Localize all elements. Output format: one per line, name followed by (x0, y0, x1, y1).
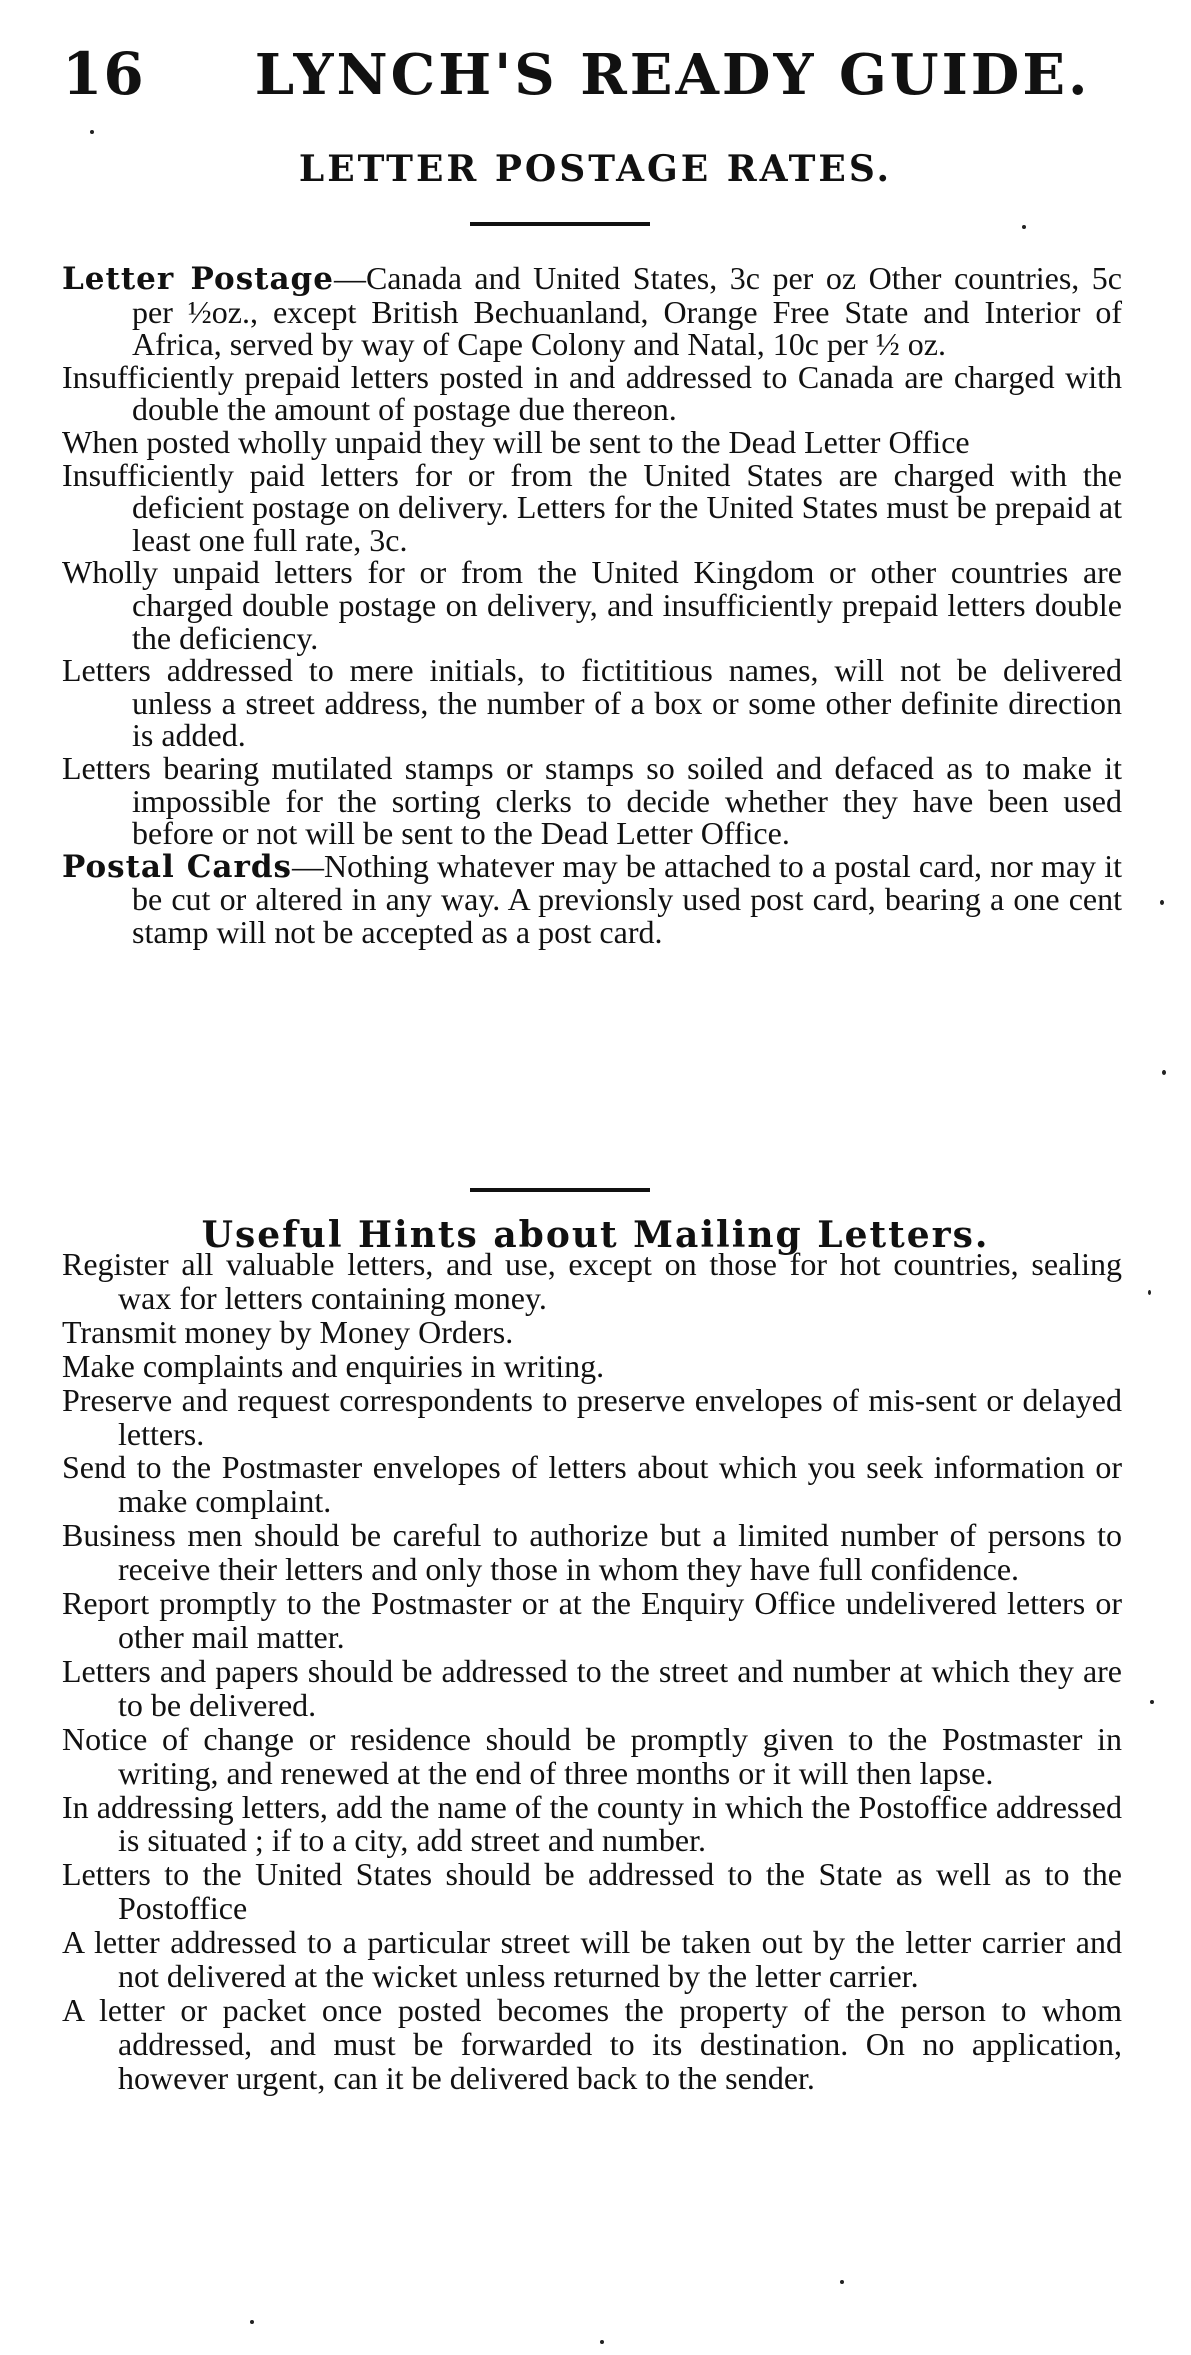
section-title-useful-hints: Useful Hints about Mailing Letters. (201, 1214, 990, 1256)
paragraph (62, 654, 1122, 752)
hint-paragraph: Send to the Postmaster envelopes of letters about which you seek information or make complaint. (62, 1449, 1122, 1520)
paragraph-text: Letters addressed to mere initials, to fictititious names, will not be delivered unless a street address, the number of a box or some other definite direction is added. (62, 652, 1122, 754)
paragraph-text: Wholly unpaid letters for or from the United Kingdom or other countries are charged double postage on delivery, and insufficiently prepaid letters double the deficiency. (62, 554, 1122, 656)
paragraph-lead: Postal Cards (62, 848, 292, 885)
scan-speck (1022, 225, 1026, 229)
hint-paragraph: In addressing letters, add the name of the county in which the Postoffice addressed is situated ; if to a city, add street and number. (62, 1788, 1122, 1859)
scan-speck (90, 130, 94, 134)
scan-speck (600, 2340, 604, 2344)
hint-paragraph: A letter addressed to a particular street will be taken out by the letter carrier and not delivered at the wicket unless returned by the letter carrier. (62, 1924, 1122, 1995)
paragraph (62, 556, 1122, 654)
section-title-letter-postage-rates: LETTER POSTAGE RATES. (298, 148, 893, 190)
scan-speck (840, 2280, 844, 2284)
paragraph-text: Insufficiently paid letters for or from the United States are charged with the deficient postage on delivery. Letters for the United States must be prepaid at least one full rate, 3c. (62, 456, 1122, 558)
paragraph (62, 749, 1122, 852)
page-number: 16 (62, 40, 145, 108)
hint-paragraph: Notice of change or residence should be promptly given to the Postmaster in writing, and renewed at the end of three months or it will then lapse. (62, 1720, 1122, 1791)
paragraph (62, 847, 1123, 950)
page-header (62, 40, 1091, 110)
hint-paragraph: Transmit money by Money Orders. (62, 1313, 514, 1350)
divider-rule (470, 1188, 650, 1192)
letter-postage-rates-body (62, 262, 1122, 948)
hint-paragraph: Letters to the United States should be addressed to the State as well as to the Postoffice (62, 1856, 1122, 1927)
hint-paragraph: Letters and papers should be addressed to the street and number at which they are to be delivered. (62, 1652, 1122, 1723)
useful-hints-body (62, 1248, 1122, 2096)
paragraph (62, 456, 1122, 558)
scan-speck (1162, 1070, 1166, 1075)
scan-speck (250, 2320, 254, 2324)
hint-paragraph: Preserve and request correspondents to preserve envelopes of mis-sent or delayed letters. (62, 1381, 1122, 1452)
divider-rule (470, 222, 650, 226)
scan-speck (1148, 1290, 1151, 1295)
hint-paragraph: Register all valuable letters, and use, except on those for hot countries, sealing wax for letters containing money. (62, 1246, 1122, 1316)
paragraph-text: When posted wholly unpaid they will be sent to the Dead Letter Office (62, 423, 970, 460)
paragraph (62, 358, 1122, 428)
hint-paragraph: Report promptly to the Postmaster or at the Enquiry Office undelivered letters or other mail matter. (62, 1585, 1122, 1655)
paragraph (62, 262, 1122, 361)
scan-speck (1160, 900, 1164, 905)
paragraph-lead: Letter Postage (62, 261, 334, 297)
paragraph-text: Insufficiently prepaid letters posted in and addressed to Canada are charged with double the amount of postage due thereon. (62, 358, 1122, 428)
hint-paragraph: Make complaints and enquiries in writing. (62, 1347, 605, 1384)
hint-paragraph: A letter or packet once posted becomes the property of the person to whom addressed, and must be forwarded to its destination. On no application, however urgent, can it be delivered back to the sender. (62, 1991, 1122, 2096)
scan-speck (1150, 1700, 1154, 1704)
paragraph-text: —Nothing whatever may be attached to a postal card, nor may it be cut or altered in any way. A previonsly used post card, bearing a one cent stamp will not be accepted as a post card. (132, 847, 1123, 950)
hint-paragraph: Business men should be careful to authorize but a limited number of persons to receive their letters and only those in whom they have full confidence. (62, 1517, 1122, 1588)
running-title: LYNCH'S READY GUIDE. (254, 42, 1091, 108)
paragraph (62, 423, 1122, 460)
paragraph-text: —Canada and United States, 3c per oz Other countries, 5c per ½oz., except British Bechuanland, Orange Free State and Interior of Africa, served by way of Cape Colony and Natal, 10c per ½ oz. (132, 260, 1123, 363)
paragraph-text: Letters bearing mutilated stamps or stamps so soiled and defaced as to make it impossible for the sorting clerks to decide whether they have been used before or not will be sent to the Dead Letter Office. (62, 749, 1122, 852)
